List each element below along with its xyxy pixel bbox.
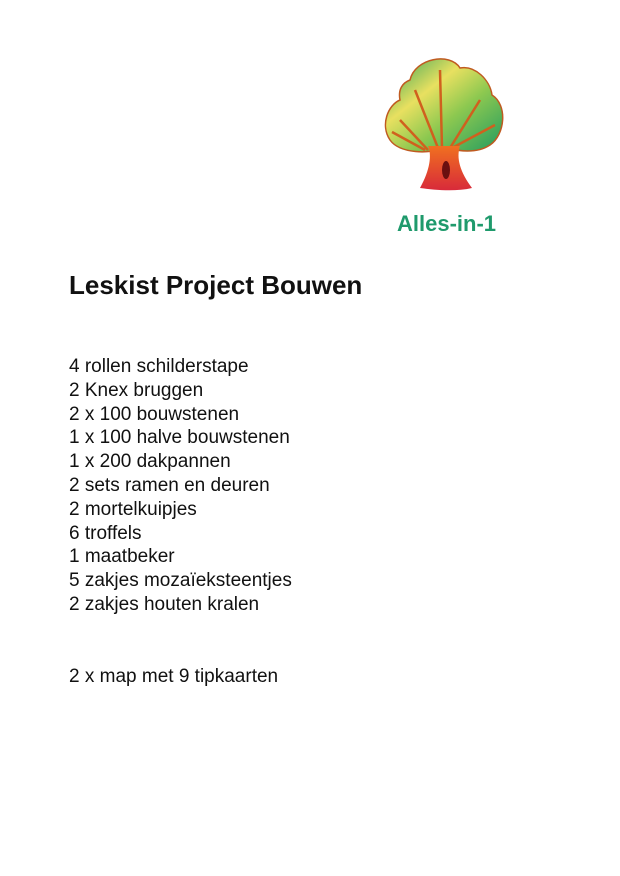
list-item: 2 Knex bruggen — [69, 379, 204, 401]
list-item: 2 zakjes houten kralen — [69, 593, 260, 615]
brand-name: Alles-in-1 — [397, 211, 497, 236]
tree-logo-icon — [380, 50, 510, 210]
list-item: 2 mortelkuipjes — [69, 498, 197, 520]
list-item: 6 troffels — [69, 522, 142, 544]
list-item: 5 zakjes mozaïeksteentjes — [69, 570, 292, 592]
extra-item: 2 x map met 9 tipkaarten — [69, 666, 279, 687]
list-item: 4 rollen schilderstape — [69, 356, 249, 377]
list-item: 1 x 100 halve bouwstenen — [69, 427, 290, 449]
list-item: 1 x 200 dakpannen — [69, 451, 231, 473]
list-item: 1 maatbeker — [69, 546, 175, 568]
list-item: 2 x 100 bouwstenen — [69, 403, 240, 425]
page-title: Leskist Project Bouwen — [69, 270, 363, 300]
item-list — [69, 355, 292, 617]
list-item: 2 sets ramen en deuren — [69, 474, 270, 496]
